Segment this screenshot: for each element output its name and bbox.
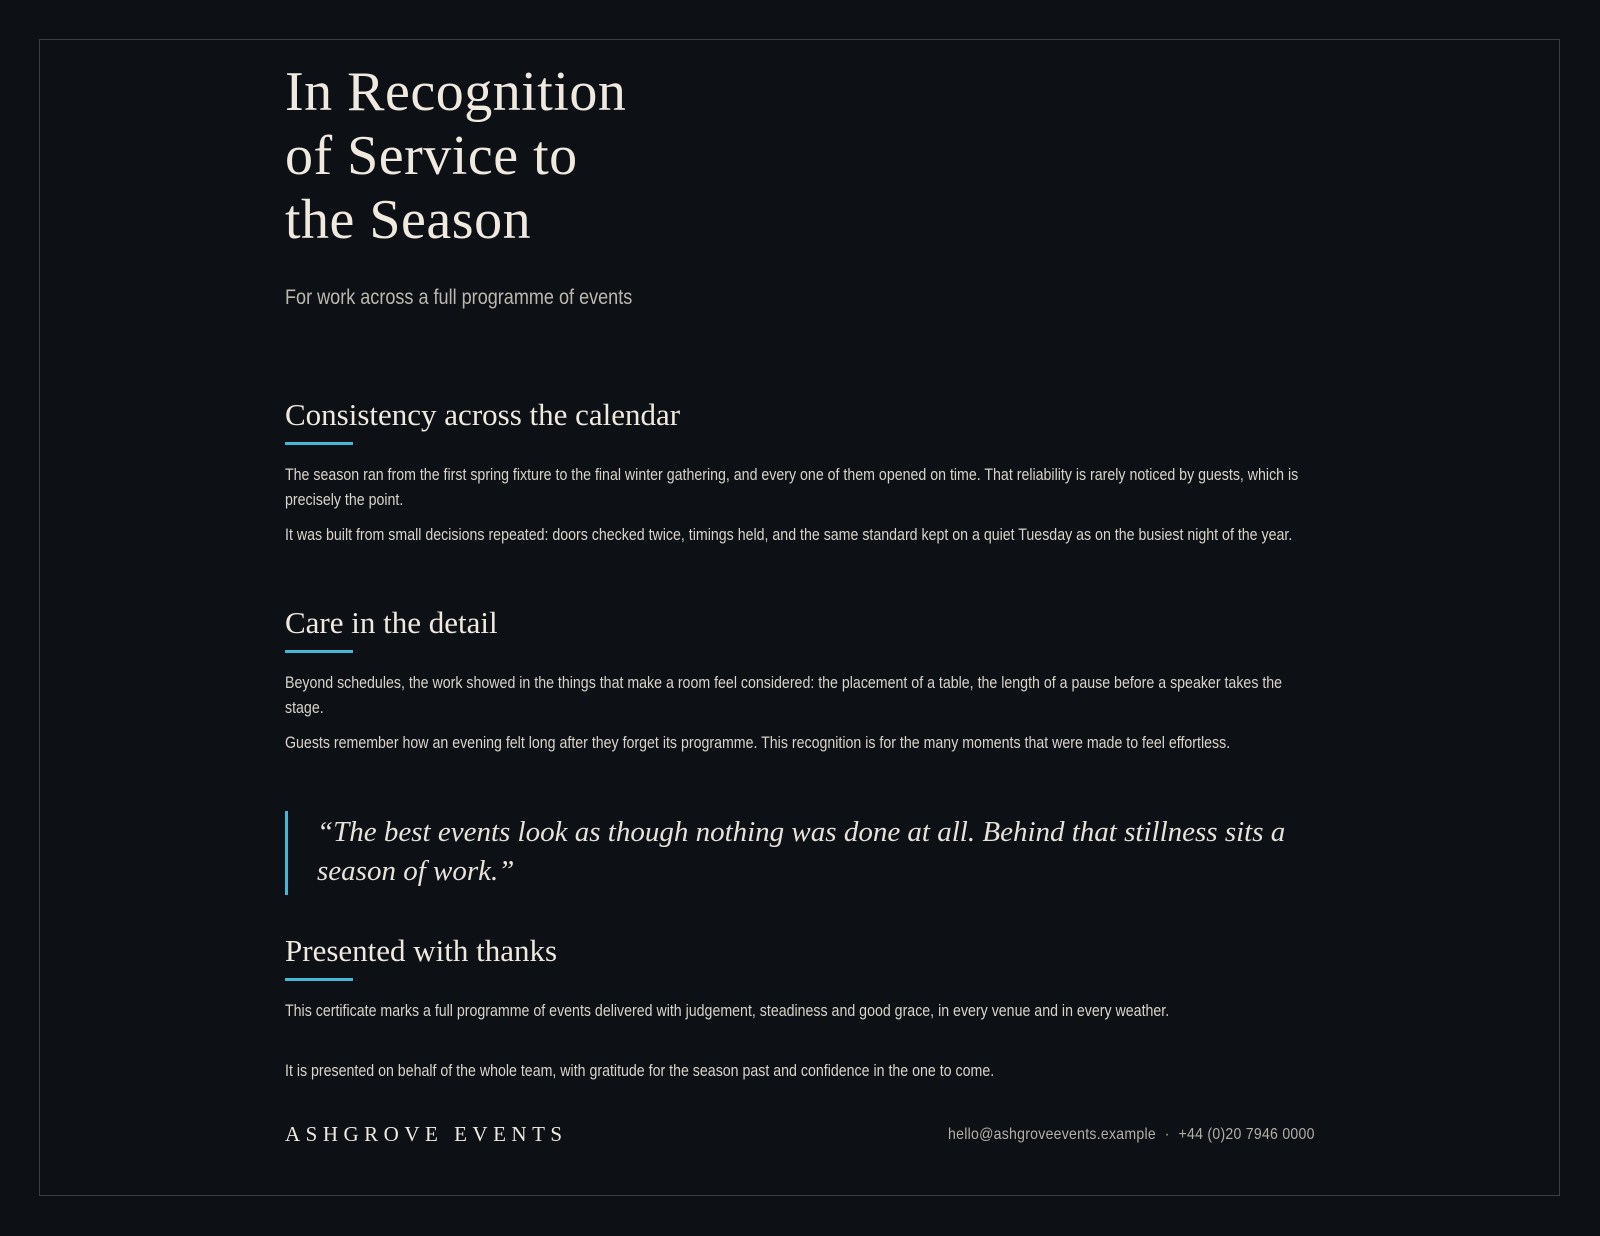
section-paragraph: The season ran from the first spring fixture to the final winter gathering, and every one of them opened on time. That reliability is rarely noticed by guests, which is precisely the point. [285, 466, 1299, 509]
section-paragraph: Beyond schedules, the work showed in the things that make a room feel considered: the placement of a table, the length of a pause before a speaker takes the stage. [285, 674, 1283, 717]
email-link[interactable]: hello@ashgroveevents.example [948, 1126, 1157, 1143]
section-paragraph: This certificate marks a full programme of events delivered with judgement, steadiness and good grace, in every venue and in every weather. [285, 1002, 1170, 1020]
accent-rule [285, 978, 353, 981]
pull-quote: “The best events look as though nothing was done at all. Behind that stillness sits a season of work.” [285, 811, 1315, 895]
accent-rule [285, 650, 353, 653]
contact-info [948, 1126, 1315, 1144]
section-paragraph: It was built from small decisions repeated: doors checked twice, timings held, and the same standard kept on a quiet Tuesday as on the busiest night of the year. [285, 526, 1293, 544]
accent-rule [285, 442, 353, 445]
contact-separator: · [1165, 1126, 1171, 1143]
title-line-1: In Recognition [285, 61, 627, 123]
section-thanks [285, 932, 1480, 1084]
section-consistency [285, 396, 1480, 548]
section-heading: Consistency across the calendar [285, 397, 681, 432]
section-heading: Presented with thanks [285, 933, 558, 968]
certificate-content [285, 60, 1315, 1146]
section-care [285, 604, 1480, 756]
brand-name: ASHGROVE EVENTS [285, 1122, 568, 1146]
title-line-3: the Season [285, 189, 532, 251]
section-paragraph: It is presented on behalf of the whole team, with gratitude for the season past and confidence in the one to come. [285, 1062, 995, 1080]
certificate-title [285, 60, 705, 252]
certificate-subtitle: For work across a full programme of events [285, 286, 633, 309]
section-heading: Care in the detail [285, 605, 498, 640]
title-line-2: of Service to [285, 125, 578, 187]
phone-link[interactable]: +44 (0)20 7946 0000 [1178, 1126, 1315, 1143]
certificate-footer [285, 1122, 1315, 1152]
section-paragraph: Guests remember how an evening felt long after they forget its programme. This recognition is for the many moments that were made to feel effortless. [285, 734, 1231, 752]
